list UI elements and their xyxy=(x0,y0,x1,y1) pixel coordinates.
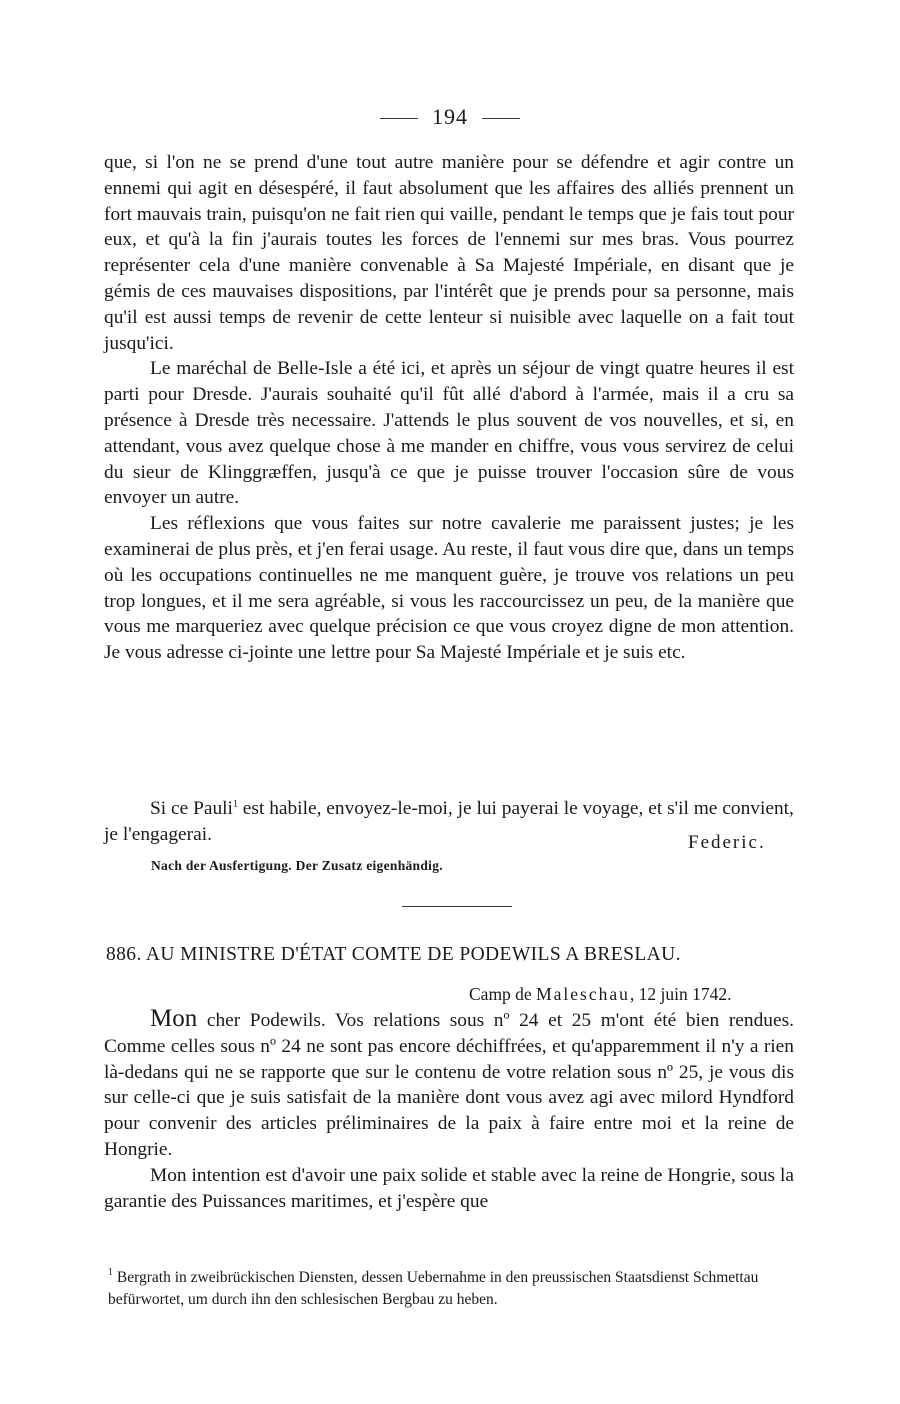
signature: Federic. xyxy=(688,832,766,853)
letter-886-heading: 886. AU MINISTRE D'ÉTAT COMTE DE PODEWILS A BRESLAU. xyxy=(106,944,681,965)
postscript-text-rest: est habile, envoyez-le-moi, je lui payerai le voyage, et s'il me convient, je l'engagerai. xyxy=(104,798,794,845)
footnote-text: Bergrath in zweibrückischen Diensten, dessen Uebernahme in den preussischen Staatsdienst Schmettau befürwortet, um durch ihn den schlesischen Bergbau zu heben. xyxy=(108,1269,759,1308)
dateline-place: Maleschau xyxy=(536,984,630,1004)
paragraph-text: cher Podewils. Vos relations sous nº 24 et 25 m'ont été bien rendues. Comme celles sous nº 24 ne sont pas encore déchiffrées, et qu'apparemment il n'y a rien là-dedans qui ne se rapporte que sur le contenu de votre relation sous nº 25, je vous dis sur celle-ci que je suis satisfait de la manière dont vous avez agi avec milord Hyndford pour convenir des articles préliminaires de la paix à faire entre moi et la reine de Hongrie. xyxy=(104,1010,794,1160)
source-note: Nach der Ausfertigung. Der Zusatz eigenhändig. xyxy=(151,858,443,873)
section-separator xyxy=(402,906,512,907)
letter-885-body xyxy=(104,150,794,666)
footnote-mark: 1 xyxy=(108,1267,113,1278)
paragraph xyxy=(104,1006,794,1163)
opening-word: Mon xyxy=(150,1005,198,1032)
footnote xyxy=(108,1262,798,1311)
page-number-right-rule xyxy=(482,118,520,119)
page-number-left-rule xyxy=(380,118,418,119)
dateline-prefix: Camp de xyxy=(469,984,537,1004)
page-number-text: 194 xyxy=(432,104,468,129)
paragraph: que, si l'on ne se prend d'une tout autre manière pour se défendre et agir contre un ennemi qui agit en désespéré, il faut absolument que les affaires des alliés prennent un fort mauvais train, puisqu'on ne fait rien qui vaille, pendant le temps que je fais tout pour eux, et qu'à la fin j'aurais toutes les forces de l'ennemi sur mes bras. Vous pourrez représenter cela d'une manière convenable à Sa Majesté Impériale, en disant que je gémis de ces mauvaises dispositions, par l'intérêt que je prends pour sa personne, mais qu'il est aussi temps de revenir de cette lenteur si nuisible avec laquelle on a fait tout jusqu'ici. xyxy=(104,152,794,354)
dateline-suffix: , 12 juin 1742. xyxy=(629,984,732,1004)
postscript-text-start: Si ce Pauli xyxy=(150,798,233,819)
footnote-reference: 1 xyxy=(232,799,238,810)
paragraph: Les réflexions que vous faites sur notre cavalerie me paraissent justes; je les examinerai de plus près, et j'en ferai usage. Au reste, il faut vous dire que, dans un temps où les occupations continuelles ne me manquent guère, je trouve vos relations un peu trop longues, et il me sera agréable, si vous les raccourcissez un peu, de la manière que vous me marqueriez avec quelque précision ce que vous croyez digne de mon attention. Je vous adresse ci-jointe une lettre pour Sa Majesté Impériale et je suis etc. xyxy=(104,513,794,664)
paragraph: Mon intention est d'avoir une paix solide et stable avec la reine de Hongrie, sous la garantie des Puissances maritimes, et j'espère que xyxy=(104,1164,794,1212)
dateline xyxy=(469,984,732,1005)
footnotes xyxy=(108,1262,798,1311)
paragraph: Le maréchal de Belle-Isle a été ici, et après un séjour de vingt quatre heures il est parti pour Dresde. J'aurais souhaité qu'il fût allé d'abord à l'armée, mais il a cru sa présence à Dresde très necessaire. J'attends le plus souvent de vos nouvelles, et si, en attendant, vous avez quelque chose à me mander en chiffre, vous vous servirez de celui du sieur de Klinggræffen, jusqu'à ce que je puisse trouver l'occasion sûre de vous envoyer un autre. xyxy=(104,358,794,509)
letter-886-body xyxy=(104,1006,794,1214)
page-number xyxy=(0,104,900,130)
